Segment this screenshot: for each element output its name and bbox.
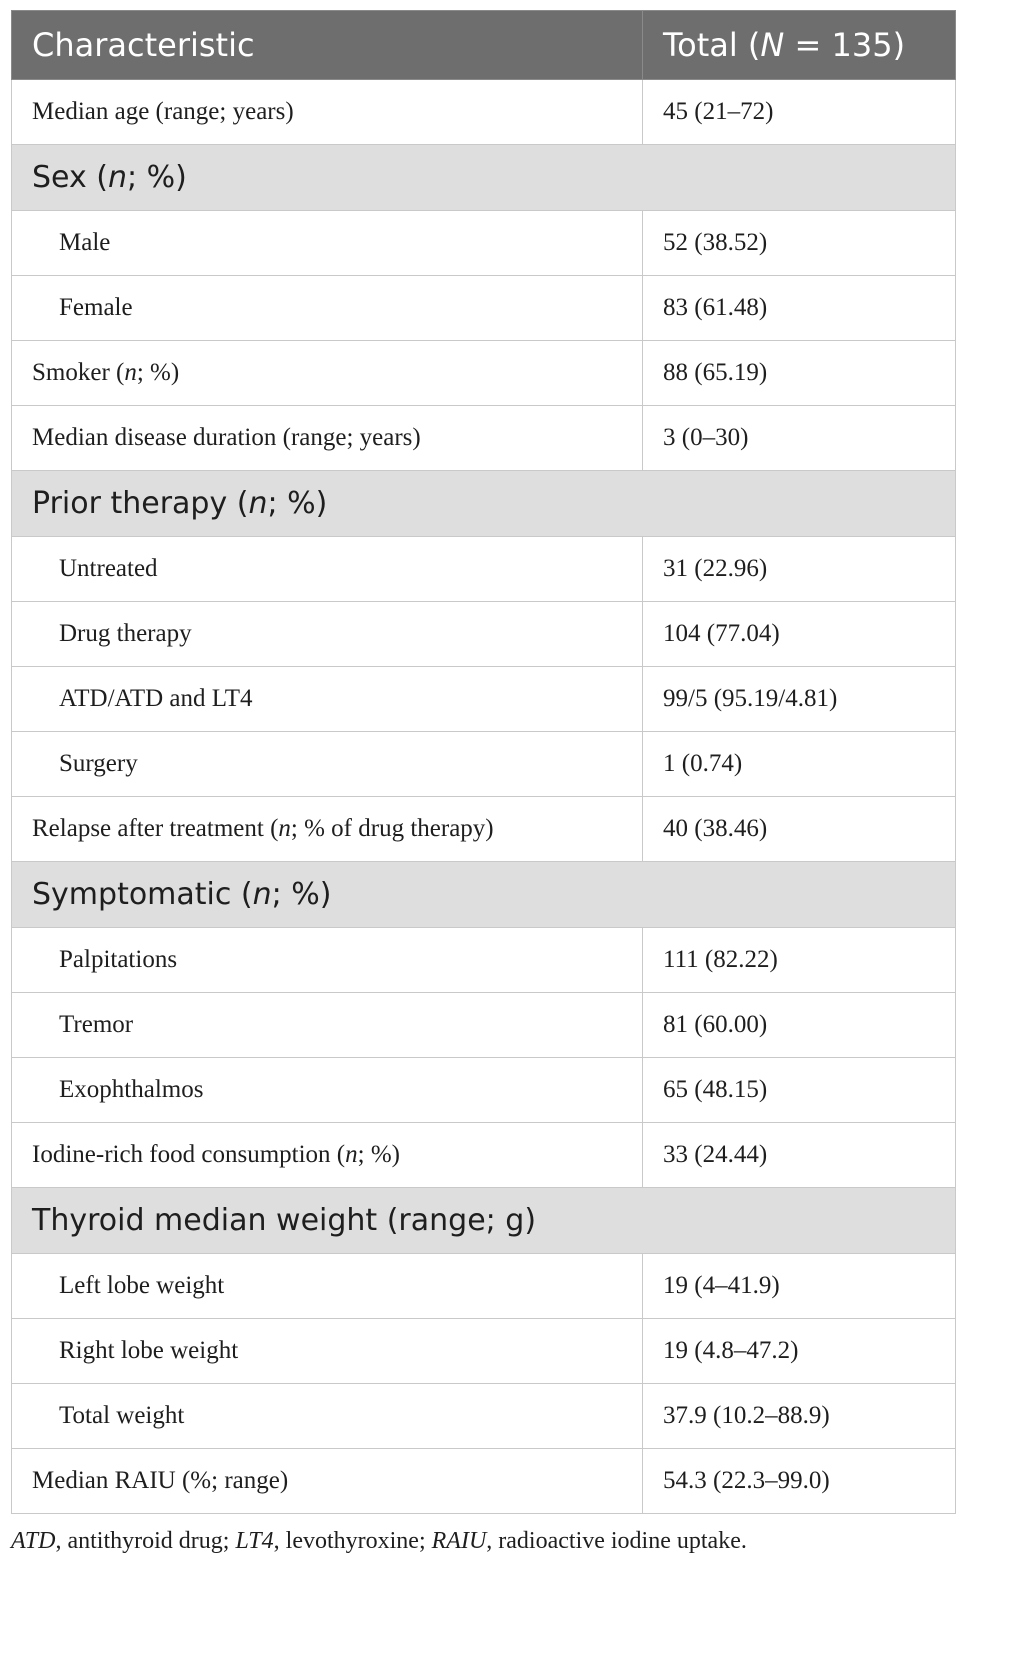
table-row [12, 928, 956, 993]
table-row [12, 1449, 956, 1514]
row-label-n: n [124, 359, 137, 386]
row-value: 99/5 (95.19/4.81) [643, 667, 956, 732]
table-row [12, 211, 956, 276]
table-row [12, 732, 956, 797]
row-label: Female [12, 276, 643, 341]
row-value: 88 (65.19) [643, 341, 956, 406]
section-label [12, 471, 956, 537]
section-label [12, 145, 956, 211]
row-label: Median RAIU (%; range) [12, 1449, 643, 1514]
row-label: Exophthalmos [12, 1058, 643, 1123]
row-label-text: ; %) [357, 1141, 400, 1168]
section-label-n: n [248, 486, 268, 521]
row-value: 65 (48.15) [643, 1058, 956, 1123]
section-label-text: ; %) [267, 486, 328, 521]
footnote-def: , levothyroxine; [273, 1528, 432, 1554]
row-value: 31 (22.96) [643, 537, 956, 602]
row-label-text: Relapse after treatment ( [32, 815, 279, 842]
footnote-abbr: ATD [11, 1528, 56, 1554]
row-value: 40 (38.46) [643, 797, 956, 862]
section-label-text: Symptomatic ( [32, 877, 253, 912]
table-row [12, 537, 956, 602]
row-label: Median disease duration (range; years) [12, 406, 643, 471]
row-value: 19 (4.8–47.2) [643, 1319, 956, 1384]
table-row [12, 1384, 956, 1449]
table-row [12, 341, 956, 406]
row-label: Untreated [12, 537, 643, 602]
row-value: 19 (4–41.9) [643, 1254, 956, 1319]
row-label-n: n [345, 1141, 358, 1168]
header-characteristic: Characteristic [12, 11, 643, 80]
footnote-def: , radioactive iodine uptake. [486, 1528, 747, 1554]
footnote-abbr: RAIU [431, 1528, 487, 1554]
row-label: ATD/ATD and LT4 [12, 667, 643, 732]
row-label-text: ; %) [136, 359, 180, 386]
section-label-text: ; %) [271, 877, 332, 912]
section-row-symptomatic [12, 862, 956, 928]
row-label: Tremor [12, 993, 643, 1058]
row-label: Right lobe weight [12, 1319, 643, 1384]
row-label: Left lobe weight [12, 1254, 643, 1319]
table-row [12, 602, 956, 667]
table-row [12, 406, 956, 471]
section-label [12, 862, 956, 928]
section-row-sex [12, 145, 956, 211]
table-row [12, 797, 956, 862]
row-label-text: ; % of drug therapy) [290, 815, 494, 842]
header-total-prefix: Total ( [663, 26, 761, 64]
row-value: 1 (0.74) [643, 732, 956, 797]
row-label [12, 341, 643, 406]
section-label: Thyroid median weight (range; g) [12, 1188, 956, 1254]
row-value: 111 (82.22) [643, 928, 956, 993]
section-label-text: Prior therapy ( [32, 486, 249, 521]
row-label: Surgery [12, 732, 643, 797]
row-label: Total weight [12, 1384, 643, 1449]
row-label-n: n [278, 815, 291, 842]
section-row-prior-therapy [12, 471, 956, 537]
table-row [12, 80, 956, 145]
header-total [643, 11, 956, 80]
table-row [12, 1254, 956, 1319]
row-value: 45 (21–72) [643, 80, 956, 145]
row-label: Median age (range; years) [12, 80, 643, 145]
header-total-suffix: = 135) [784, 26, 906, 64]
table-footnote [11, 1528, 747, 1555]
row-value: 81 (60.00) [643, 993, 956, 1058]
row-value: 83 (61.48) [643, 276, 956, 341]
table-row [12, 667, 956, 732]
row-label-text: Smoker ( [32, 359, 125, 386]
row-value: 104 (77.04) [643, 602, 956, 667]
table-row [12, 1058, 956, 1123]
section-label-n: n [107, 160, 127, 195]
table-header-row [12, 11, 956, 80]
section-label-text: ; %) [126, 160, 187, 195]
section-label-n: n [252, 877, 272, 912]
row-label [12, 797, 643, 862]
characteristics-table [11, 10, 956, 1514]
section-row-thyroid-weight [12, 1188, 956, 1254]
table-row [12, 1319, 956, 1384]
characteristics-table-container [11, 10, 955, 1514]
table-row [12, 276, 956, 341]
table-row [12, 1123, 956, 1188]
section-label-text: Sex ( [32, 160, 108, 195]
row-label: Drug therapy [12, 602, 643, 667]
row-value: 37.9 (10.2–88.9) [643, 1384, 956, 1449]
row-label-text: Iodine-rich food consumption ( [32, 1141, 346, 1168]
footnote-abbr: LT4 [235, 1528, 274, 1554]
header-total-n: N [760, 26, 785, 64]
row-label: Male [12, 211, 643, 276]
row-label: Palpitations [12, 928, 643, 993]
row-value: 54.3 (22.3–99.0) [643, 1449, 956, 1514]
row-value: 33 (24.44) [643, 1123, 956, 1188]
row-value: 3 (0–30) [643, 406, 956, 471]
row-value: 52 (38.52) [643, 211, 956, 276]
row-label [12, 1123, 643, 1188]
footnote-def: , antithyroid drug; [55, 1528, 236, 1554]
table-row [12, 993, 956, 1058]
